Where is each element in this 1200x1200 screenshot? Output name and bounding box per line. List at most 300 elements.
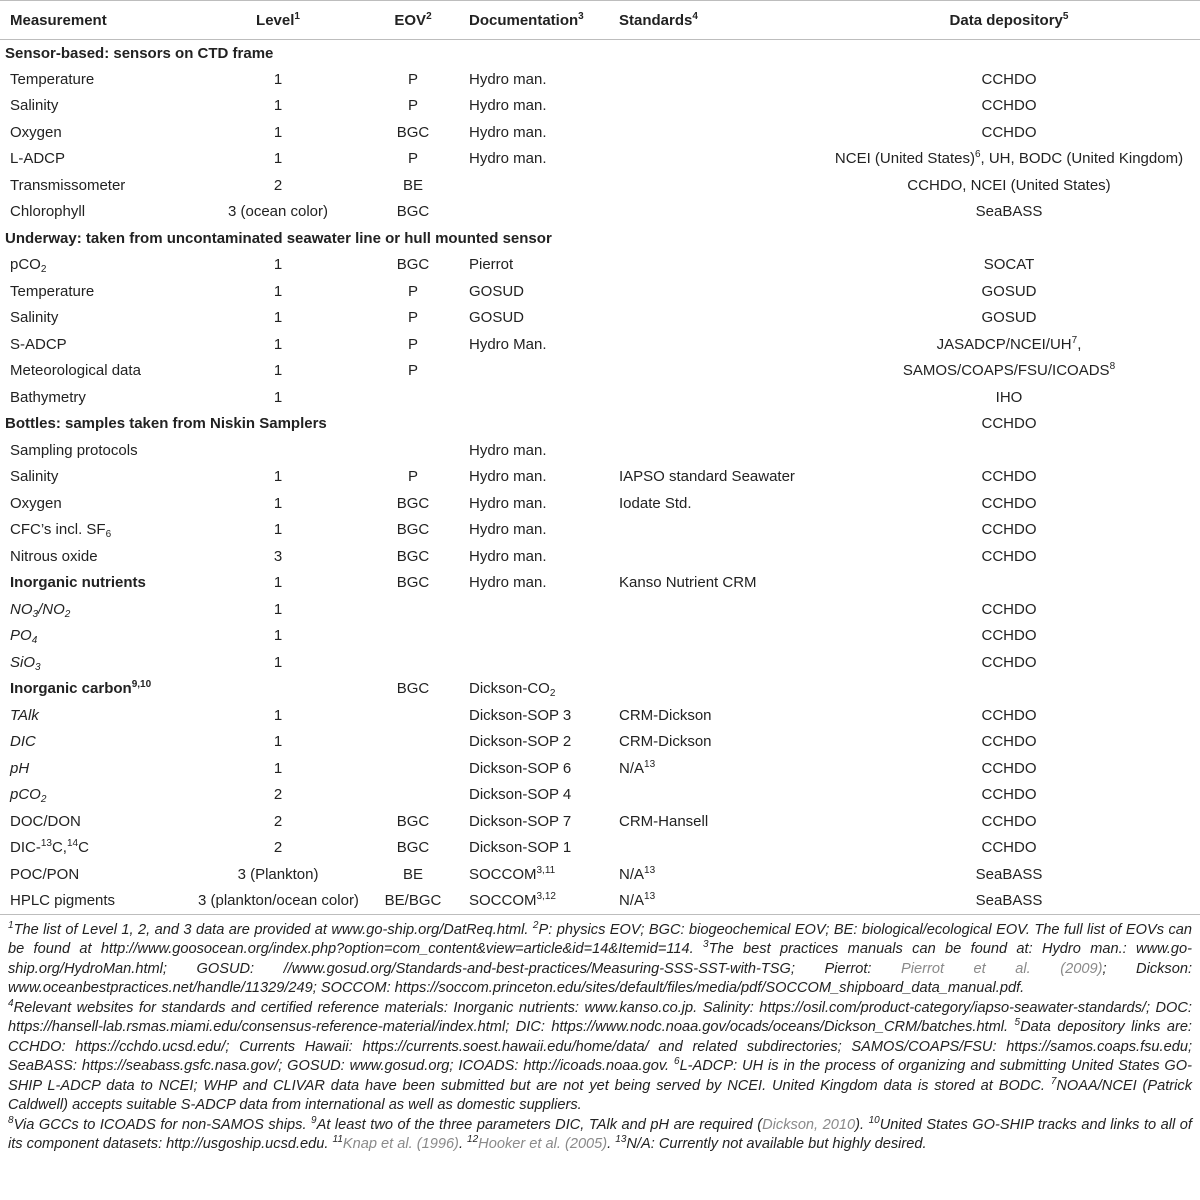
standards-cell	[618, 331, 818, 358]
table-row	[0, 517, 1200, 544]
eov-cell: BE/BGC	[384, 892, 442, 909]
depository-cell	[818, 384, 1200, 411]
depository-text: CCHDO	[981, 733, 1037, 751]
standards-text: N/A	[619, 865, 645, 883]
depository-text: JASADCP/NCEI/UH	[936, 335, 1072, 353]
depository-text: CCHDO	[981, 786, 1037, 804]
table-row	[0, 623, 1200, 650]
footnote-marker: 9	[311, 1114, 317, 1126]
depository-text: CCHDO	[981, 653, 1037, 671]
depository-text: SeaBASS	[975, 203, 1043, 221]
measurement-name: Meteorological data	[10, 362, 141, 380]
documentation-text: Dickson-SOP 4	[469, 786, 572, 804]
depository-text: CCHDO	[981, 627, 1037, 645]
measurement-subscript: 2	[64, 608, 71, 620]
standards-cell	[618, 543, 818, 570]
depository-superscript: 7	[1071, 334, 1078, 346]
standards-cell	[618, 570, 818, 597]
eov-cell: BGC	[396, 256, 430, 274]
eov-cell: BGC	[396, 574, 430, 592]
table-row	[0, 93, 1200, 120]
level-cell: 1	[273, 733, 283, 751]
level-cell: 2	[273, 786, 283, 804]
level-cell: 1	[273, 388, 283, 406]
footnote-text: NOAA/NCEI (Patrick Caldwell) accepts suitable S-ADCP data from international as well as domestic suppliers.	[8, 1077, 1192, 1113]
depository-text-tail: , UH, BODC (United Kingdom)	[980, 150, 1184, 168]
standards-text: CRM-Dickson	[619, 733, 712, 751]
level-cell: 1	[273, 150, 283, 168]
table-row	[0, 888, 1200, 915]
section-title: Sensor-based: sensors on CTD frame	[5, 44, 274, 62]
level-cell: 1	[273, 282, 283, 300]
standards-cell	[618, 676, 818, 703]
documentation-cell	[468, 93, 618, 120]
section-depository	[818, 225, 1200, 252]
standards-cell	[618, 66, 818, 93]
measurement-subscript: 4	[31, 635, 38, 647]
depository-cell	[818, 543, 1200, 570]
standards-superscript: 13	[644, 891, 656, 902]
measurement-cell	[0, 305, 198, 332]
level-cell: 3 (Plankton)	[237, 865, 319, 883]
documentation-cell	[468, 305, 618, 332]
eov-cell	[358, 782, 468, 809]
footnote-text: The list of Level 1, 2, and 3 data are provided at www.go-ship.org/DatReq.html.	[13, 921, 533, 938]
measurement-subscript: 3	[32, 608, 39, 620]
level-cell: 1	[273, 123, 283, 141]
depository-cell	[818, 172, 1200, 199]
depository-cell	[818, 755, 1200, 782]
documentation-text: Hydro man.	[469, 441, 547, 459]
standards-cell	[618, 252, 818, 279]
depository-text: SAMOS/COAPS/FSU/ICOADS	[902, 362, 1110, 380]
level-cell: 1	[273, 256, 283, 274]
depository-superscript: 6	[974, 149, 981, 161]
measurement-name: Oxygen	[10, 494, 62, 512]
eov-cell: BE	[402, 176, 423, 194]
eov-cell	[358, 384, 468, 411]
standards-cell	[618, 888, 818, 915]
measurement-name: DIC-	[10, 839, 41, 857]
footnote-marker: 13	[615, 1134, 627, 1145]
table-row	[0, 305, 1200, 332]
depository-cell	[818, 570, 1200, 597]
section-depository	[818, 40, 1200, 67]
measurement-name: PO	[10, 627, 32, 645]
table-header	[0, 1, 1200, 40]
level-cell	[198, 437, 358, 464]
standards-text: IAPSO standard Seawater	[619, 468, 795, 486]
col-eov: EOV$^2$	[358, 1, 468, 40]
measurement-cell	[0, 490, 198, 517]
documentation-cell	[468, 490, 618, 517]
eov-cell: P	[407, 282, 418, 300]
documentation-text: SOCCOM	[469, 865, 537, 883]
level-cell: 2	[273, 839, 283, 857]
measurement-name: Transmissometer	[10, 176, 126, 194]
measurement-name: S-ADCP	[10, 335, 67, 353]
standards-cell	[618, 861, 818, 888]
measurement-cell	[0, 66, 198, 93]
documentation-text: Dickson-SOP 7	[469, 812, 572, 830]
measurement-cell	[0, 570, 198, 597]
eov-cell: P	[407, 97, 418, 115]
footnote-paragraph	[8, 921, 1192, 999]
measurement-name: Salinity	[10, 468, 59, 486]
depository-cell	[818, 93, 1200, 120]
footnote-marker: 4	[8, 997, 14, 1009]
table-row	[0, 331, 1200, 358]
eov-cell: BGC	[396, 123, 430, 141]
depository-text: CCHDO	[981, 547, 1037, 565]
measurement-cell	[0, 808, 198, 835]
documentation-text: Dickson-SOP 3	[469, 706, 572, 724]
measurement-cell	[0, 437, 198, 464]
footnote-marker: 11	[332, 1134, 343, 1145]
eov-cell: BGC	[396, 494, 430, 512]
documentation-subscript: 2	[549, 688, 556, 700]
depository-text: CCHDO	[981, 494, 1037, 512]
measurement-cell	[0, 384, 198, 411]
table-row	[0, 464, 1200, 491]
eov-cell: BGC	[396, 521, 430, 539]
documentation-cell	[468, 623, 618, 650]
depository-cell	[818, 331, 1200, 358]
documentation-text: Dickson-SOP 2	[469, 733, 572, 751]
standards-text: CRM-Hansell	[619, 812, 709, 830]
documentation-cell	[468, 66, 618, 93]
footnote-text: Relevant websites for standards and certified reference materials: Inorganic nutrients: www.kanso.co.jp. Salinity: https://osil.com/product-category/iapso-seawater-standards/; DOC: https://hansell-lab.rsmas.miami.edu/consensus-reference-material/index.html; DIC: https://www.nodc.noaa.gov/ocads/oceans/Dickson_CRM/batches.html.	[8, 999, 1192, 1035]
footnote-text: Data depository links are: CCHDO: https://cchdo.ucsd.edu/; Currents Hawaii: https://currents.soest.hawaii.edu/home/data/ and related subdirectories; SAMOS/COAPS/FSU: https://samos.coaps.fsu.edu; SeaBASS: https://seabass.gsfc.nasa.gov/; GOSUD: www.gosud.org; ICOADS: http://icoads.noaa.gov.	[8, 1019, 1192, 1074]
measurement-name: Nitrous oxide	[10, 547, 98, 565]
depository-cell	[818, 517, 1200, 544]
standards-cell	[618, 305, 818, 332]
col-measurement: Measurement	[0, 1, 198, 40]
standards-cell	[618, 782, 818, 809]
measurement-cell	[0, 835, 198, 862]
table-row	[0, 755, 1200, 782]
depository-cell	[818, 146, 1200, 173]
level-cell: 1	[273, 759, 283, 777]
depository-text: CCHDO	[981, 759, 1037, 777]
footnote-marker: 6	[674, 1056, 680, 1067]
measurement-superscript: 13	[40, 838, 52, 850]
table-row	[0, 66, 1200, 93]
measurement-name: TAlk	[10, 706, 39, 724]
eov-cell: P	[407, 335, 418, 353]
standards-superscript: 13	[644, 864, 656, 876]
depository-text: GOSUD	[981, 282, 1037, 300]
measurement-name: Salinity	[10, 97, 59, 115]
measurement-name: Chlorophyll	[10, 203, 86, 221]
level-cell: 1	[273, 494, 283, 512]
footnote-text: At least two of the three parameters DIC, TAlk and pH are required (	[316, 1116, 763, 1133]
table-row	[0, 649, 1200, 676]
measurement-cell	[0, 464, 198, 491]
depository-cell	[818, 835, 1200, 862]
standards-cell	[618, 835, 818, 862]
depository-cell	[818, 199, 1200, 226]
eov-cell: BGC	[396, 812, 430, 830]
documentation-text: GOSUD	[469, 282, 525, 300]
depository-cell	[818, 596, 1200, 623]
footnote-marker: 2	[532, 919, 539, 931]
footnote-paragraph	[8, 1116, 1192, 1155]
depository-cell	[818, 119, 1200, 146]
table-row	[0, 119, 1200, 146]
citation-link[interactable]: Hooker et al. (2005)	[478, 1136, 608, 1152]
depository-cell	[818, 649, 1200, 676]
standards-cell	[618, 199, 818, 226]
footnote-marker: 8	[8, 1114, 14, 1126]
measurement-cell	[0, 888, 198, 915]
documentation-cell	[468, 119, 618, 146]
documentation-cell	[468, 252, 618, 279]
eov-cell	[358, 623, 468, 650]
documentation-cell	[468, 702, 618, 729]
depository-cell	[818, 888, 1200, 915]
documentation-text: Hydro man.	[469, 468, 547, 486]
section-depository: CCHDO	[981, 415, 1037, 433]
documentation-cell	[468, 676, 618, 703]
eov-cell: BGC	[396, 839, 430, 857]
footnote-text: ).	[855, 1116, 869, 1133]
documentation-text: Hydro man.	[469, 97, 547, 115]
section-row	[0, 411, 1200, 438]
standards-cell	[618, 437, 818, 464]
table-row	[0, 676, 1200, 703]
table-row	[0, 490, 1200, 517]
standards-text: N/A	[619, 759, 645, 777]
footnote-text: N/A: Currently not available but highly desired.	[626, 1136, 927, 1152]
depository-text: CCHDO	[981, 97, 1037, 115]
depository-text: GOSUD	[981, 309, 1037, 327]
documentation-cell	[468, 146, 618, 173]
eov-cell: P	[407, 70, 418, 88]
measurement-cell	[0, 172, 198, 199]
depository-cell	[818, 782, 1200, 809]
measurement-cell	[0, 278, 198, 305]
depository-cell	[818, 358, 1200, 385]
documentation-cell	[468, 570, 618, 597]
eov-cell	[358, 702, 468, 729]
measurement-name: pCO	[10, 256, 41, 274]
level-cell: 1	[273, 574, 283, 592]
table-row	[0, 172, 1200, 199]
documentation-superscript: 3,12	[536, 891, 556, 902]
table-row	[0, 835, 1200, 862]
footnote-text: .	[607, 1136, 616, 1152]
documentation-text: Hydro man.	[469, 150, 547, 168]
documentation-cell	[468, 437, 618, 464]
standards-cell	[618, 808, 818, 835]
measurement-name: Inorganic nutrients	[10, 574, 146, 592]
measurement-name: Oxygen	[10, 123, 62, 141]
documentation-cell	[468, 888, 618, 915]
measurement-cell	[0, 596, 198, 623]
measurement-cell	[0, 543, 198, 570]
depository-text: CCHDO	[981, 521, 1037, 539]
depository-cell	[818, 729, 1200, 756]
documentation-text: Hydro man.	[469, 574, 547, 592]
table-row	[0, 146, 1200, 173]
eov-cell: BE	[402, 865, 423, 883]
depository-cell	[818, 66, 1200, 93]
measurement-cell	[0, 199, 198, 226]
documentation-text: Hydro Man.	[469, 335, 547, 353]
documentation-cell	[468, 808, 618, 835]
standards-cell	[618, 146, 818, 173]
measurement-name: L-ADCP	[10, 150, 66, 168]
documentation-cell	[468, 384, 618, 411]
documentation-text: SOCCOM	[469, 892, 537, 909]
measurement-name: Temperature	[10, 282, 95, 300]
footnote-marker: 5	[1014, 1017, 1021, 1028]
footnote-marker: 3	[703, 939, 709, 950]
footnotes	[0, 915, 1200, 1155]
standards-cell	[618, 649, 818, 676]
measurement-name: HPLC pigments	[10, 892, 116, 909]
table-row	[0, 782, 1200, 809]
documentation-cell	[468, 649, 618, 676]
level-cell: 1	[273, 653, 283, 671]
standards-superscript: 13	[644, 758, 656, 770]
measurement-superscript: 14	[66, 838, 79, 850]
table-row	[0, 252, 1200, 279]
col-level: Level$^1$	[198, 1, 358, 40]
measurement-cell	[0, 782, 198, 809]
eov-cell: BGC	[396, 547, 430, 565]
depository-text: CCHDO	[981, 600, 1037, 618]
measurement-name: pCO	[10, 786, 41, 804]
footnote-marker: 1	[8, 919, 14, 931]
measurement-name: Inorganic carbon	[10, 680, 132, 698]
section-row	[0, 225, 1200, 252]
eov-cell: BGC	[396, 203, 430, 221]
measurement-name: CFC’s incl. SF	[10, 521, 106, 539]
depository-cell	[818, 808, 1200, 835]
measurement-cell	[0, 517, 198, 544]
level-cell: 1	[273, 362, 283, 380]
documentation-text: Hydro man.	[469, 70, 547, 88]
measurement-subscript: 2	[40, 264, 47, 276]
table-row	[0, 808, 1200, 835]
documentation-cell	[468, 861, 618, 888]
measurement-cell	[0, 331, 198, 358]
standards-cell	[618, 623, 818, 650]
eov-cell	[358, 649, 468, 676]
standards-cell	[618, 702, 818, 729]
depository-cell	[818, 490, 1200, 517]
section-title: Bottles: samples taken from Niskin Samplers	[5, 415, 327, 433]
col-standards: Standards$^4$	[618, 1, 818, 40]
measurement-subscript: 3	[35, 661, 41, 673]
depository-text: CCHDO	[981, 70, 1037, 88]
section-row	[0, 40, 1200, 67]
measurement-subscript: 2	[40, 794, 47, 806]
documentation-cell	[468, 782, 618, 809]
depository-text: CCHDO	[981, 839, 1037, 857]
col-documentation: Documentation$^3$	[468, 1, 618, 40]
footnote-text: ; Dickson: www.oceanbestpractices.net/handle/11329/249; SOCCOM: https://soccom.princeton.edu/sites/default/files/media/pdf/SOCCOM_shipboard_data_manual.pdf.	[8, 960, 1192, 996]
depository-text: CCHDO	[981, 812, 1037, 830]
footnote-text: L-ADCP: UH is in the process of organizing and submitting United States GO-SHIP L-ADCP data to NCEI; WHP and CLIVAR data have been submitted but are not yet being served by NCEI. United Kingdom data is stored at BODC.	[8, 1058, 1192, 1094]
measurement-cell	[0, 93, 198, 120]
documentation-cell	[468, 517, 618, 544]
depository-text: SeaBASS	[975, 865, 1043, 883]
table-row	[0, 358, 1200, 385]
level-cell: 1	[273, 335, 283, 353]
footnote-text: Via GCCs to ICOADS for non-SAMOS ships.	[13, 1116, 312, 1133]
measurement-superscript: 9,10	[131, 679, 152, 691]
depository-text-tail: ,	[1077, 335, 1082, 353]
measurement-name: DIC	[10, 733, 36, 751]
eov-cell: P	[407, 309, 418, 327]
level-cell: 1	[273, 97, 283, 115]
documentation-superscript: 3,11	[536, 864, 556, 876]
standards-cell	[618, 596, 818, 623]
measurement-subscript: 6	[105, 529, 112, 541]
documentation-text: Dickson-CO	[469, 680, 550, 698]
standards-cell	[618, 172, 818, 199]
documentation-cell	[468, 199, 618, 226]
depository-text: CCHDO	[981, 468, 1037, 486]
level-cell: 1	[273, 70, 283, 88]
eov-cell	[358, 755, 468, 782]
documentation-cell	[468, 835, 618, 862]
standards-text: Iodate Std.	[619, 494, 692, 512]
level-cell: 2	[273, 176, 283, 194]
measurement-name: Salinity	[10, 309, 59, 327]
depository-cell	[818, 623, 1200, 650]
level-cell: 3 (plankton/ocean color)	[198, 892, 359, 909]
depository-text: SOCAT	[983, 256, 1035, 274]
standards-cell	[618, 464, 818, 491]
eov-cell: P	[407, 468, 418, 486]
footnote-text: P: physics EOV; BGC: biogeochemical EOV; BE: biological/ecological EOV. The full list of EOVs can be found at http://www.goosocean.org/index.php?option=com_content&view=article&id=14&Itemid=114.	[8, 921, 1192, 957]
documentation-cell	[468, 729, 618, 756]
measurement-name-tail: /NO	[38, 600, 65, 618]
level-cell: 1	[273, 706, 283, 724]
table-row	[0, 729, 1200, 756]
standards-text: CRM-Dickson	[619, 706, 712, 724]
standards-text: N/A	[619, 892, 645, 909]
eov-cell	[358, 729, 468, 756]
documentation-text: Hydro man.	[469, 494, 547, 512]
eov-cell: P	[407, 362, 418, 380]
measurement-cell	[0, 146, 198, 173]
documentation-cell	[468, 755, 618, 782]
citation-link[interactable]: Dickson, 2010	[762, 1116, 856, 1133]
citation-link[interactable]: Knap et al. (1996)	[342, 1136, 459, 1152]
documentation-cell	[468, 172, 618, 199]
measurement-cell	[0, 252, 198, 279]
standards-cell	[618, 278, 818, 305]
depository-cell	[818, 861, 1200, 888]
depository-text: CCHDO	[981, 123, 1037, 141]
standards-cell	[618, 517, 818, 544]
measurement-cell	[0, 729, 198, 756]
citation-link[interactable]: Pierrot et al. (2009)	[901, 960, 1103, 977]
documentation-text: Hydro man.	[469, 123, 547, 141]
table-row	[0, 570, 1200, 597]
standards-cell	[618, 358, 818, 385]
measurement-name: Bathymetry	[10, 388, 86, 406]
documentation-text: Dickson-SOP 1	[469, 839, 572, 857]
depository-text: NCEI (United States)	[834, 150, 975, 168]
footnote-marker: 7	[1050, 1075, 1057, 1087]
standards-cell	[618, 755, 818, 782]
